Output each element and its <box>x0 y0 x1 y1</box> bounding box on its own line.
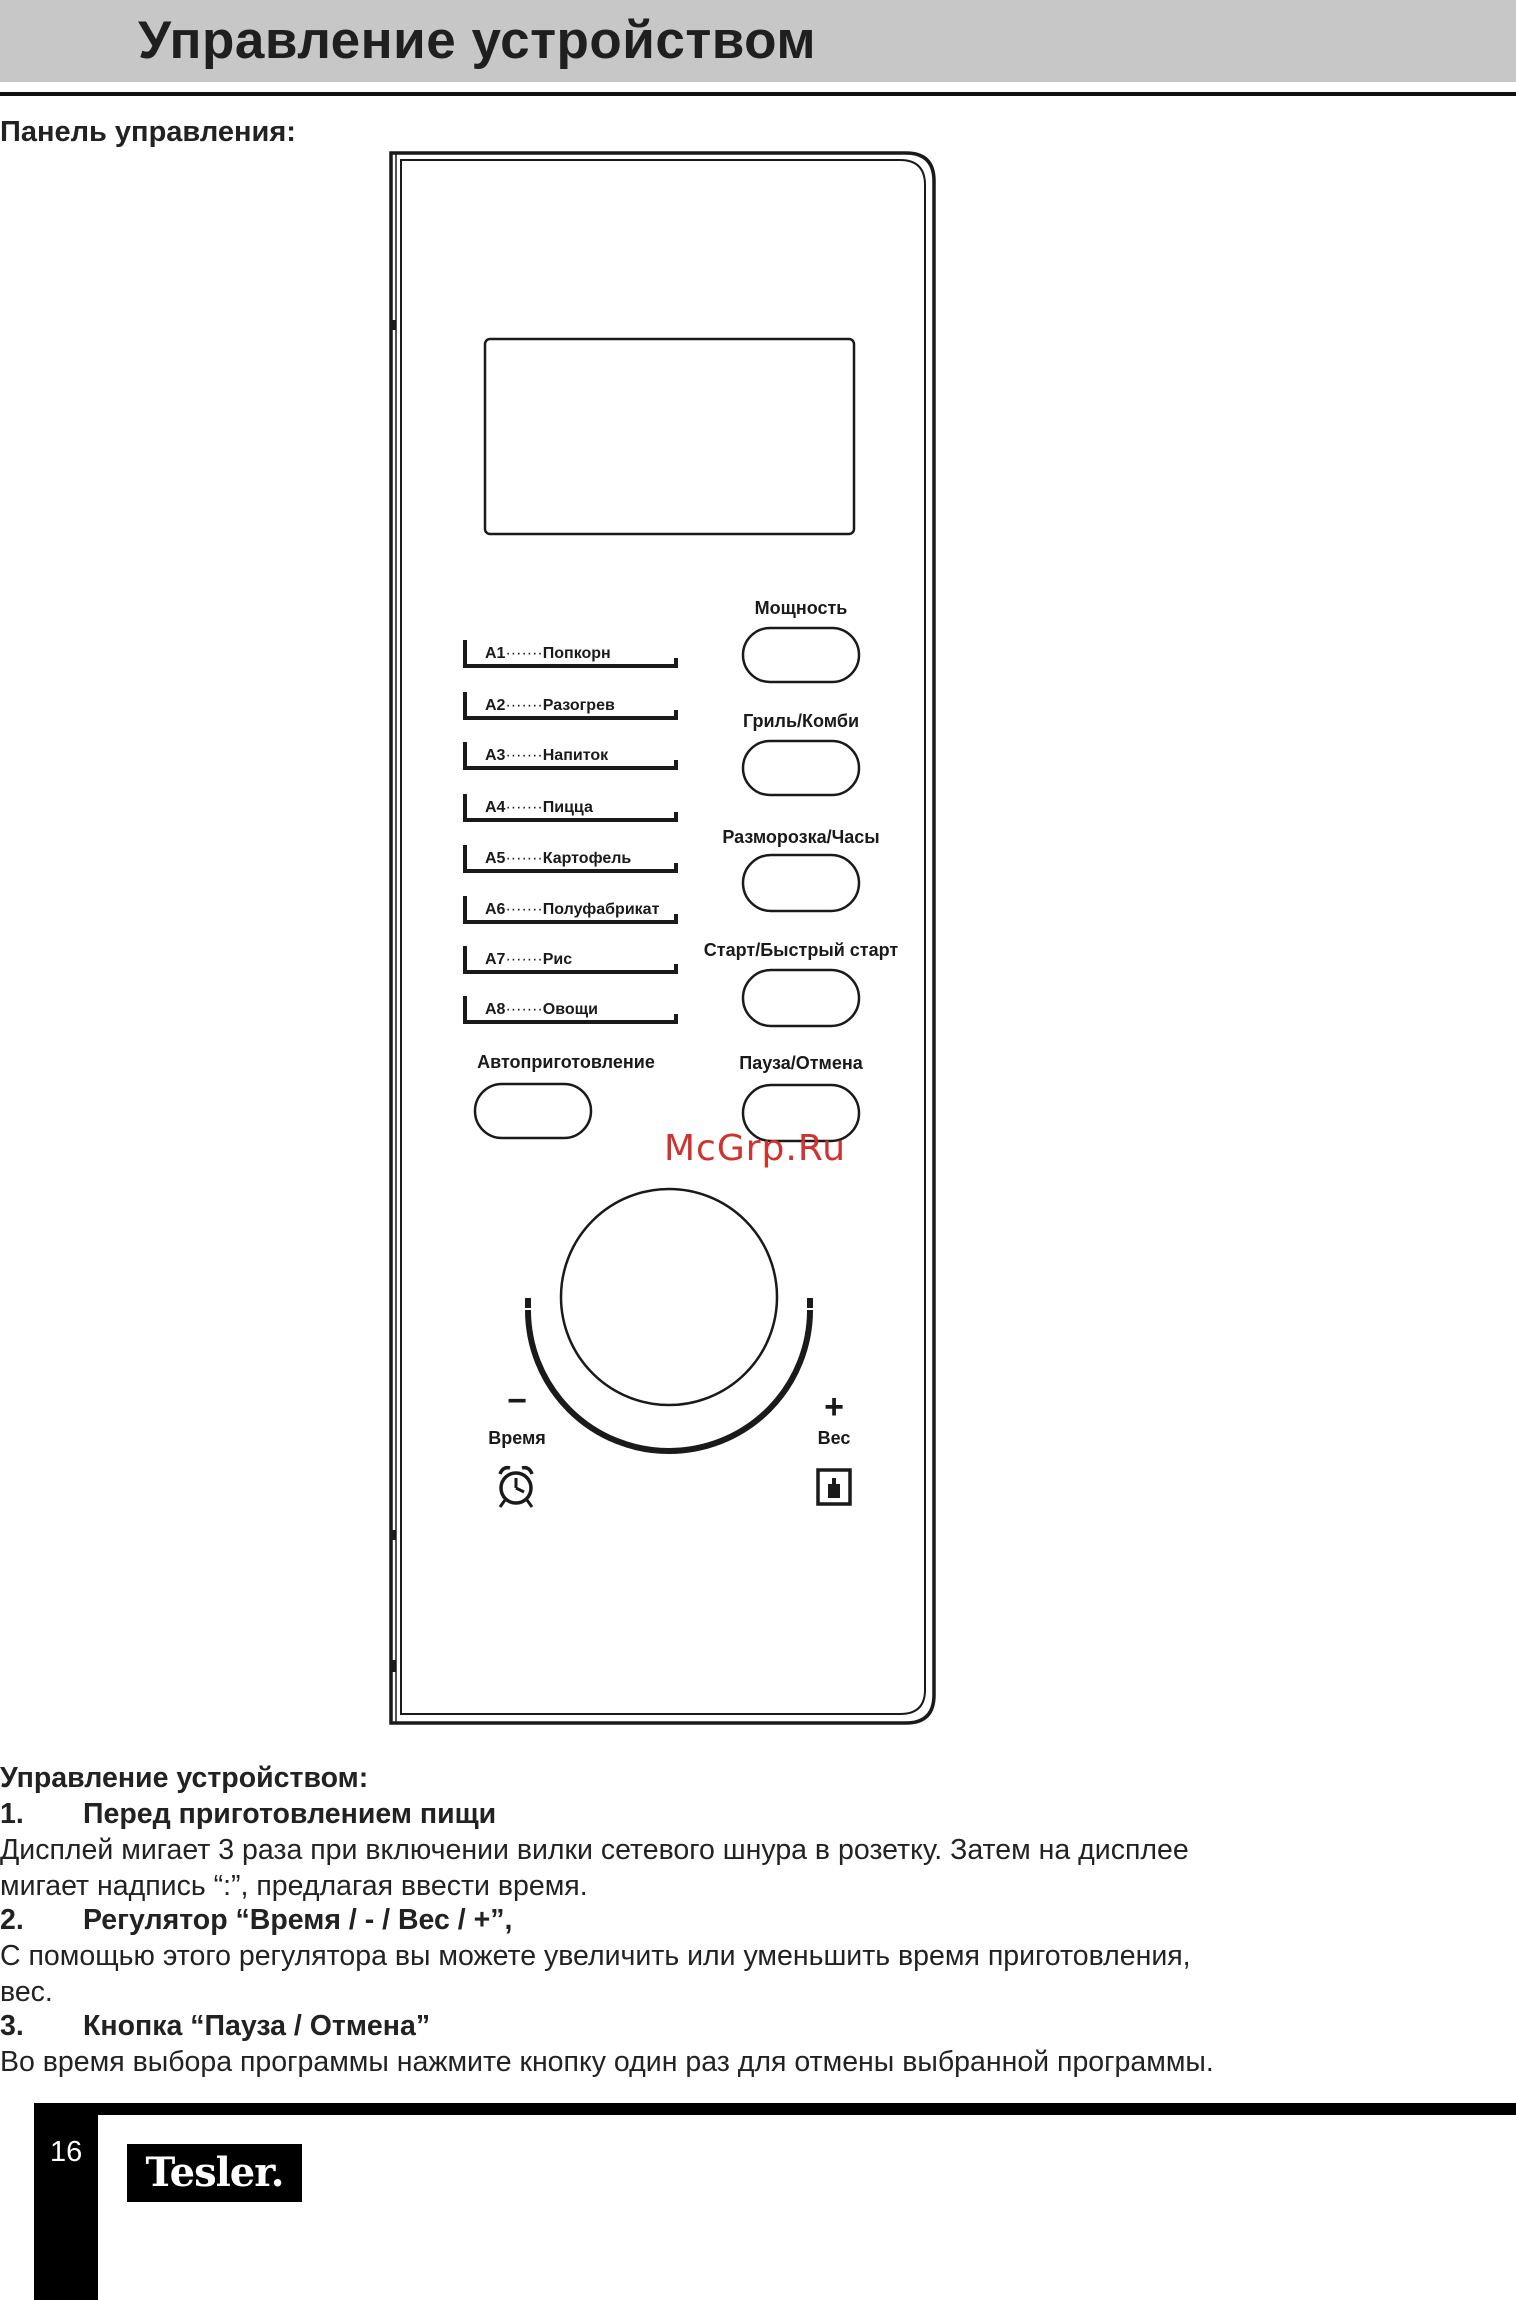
dial-weight-label: Вес <box>817 1428 851 1448</box>
grill-label: Гриль/Комби <box>742 711 860 731</box>
alarm-clock-icon <box>500 1468 532 1507</box>
program-a7 <box>465 946 676 972</box>
rotary-dial[interactable] <box>561 1189 777 1405</box>
program-label: A1·······Попкорн <box>485 645 611 662</box>
defrost-button[interactable] <box>743 855 859 911</box>
item-number: 3. <box>0 2010 24 2042</box>
dial-arc <box>528 1310 810 1451</box>
item-2-line-1: С помощью этого регулятора вы можете увеличить или уменьшить время приготовления, <box>0 1940 1191 1972</box>
item-number: 1. <box>0 1798 24 1830</box>
item-2-line-2: вес. <box>0 1976 53 2008</box>
page-number: 16 <box>50 2136 83 2168</box>
program-label: A2·······Разогрев <box>485 697 615 714</box>
item-number: 2. <box>0 1904 24 1936</box>
footer-rule <box>34 2103 1516 2115</box>
panel-section-label: Панель управления: <box>0 116 296 148</box>
instructions-heading: Управление устройством: <box>0 1762 369 1794</box>
brand-logo <box>127 2144 302 2202</box>
start-button[interactable] <box>743 970 859 1026</box>
item-3-line-1: Во время выбора программы нажмите кнопку один раз для отмены выбранной программы. <box>0 2046 1214 2078</box>
program-label: A5·······Картофель <box>485 850 632 867</box>
panel-outer-frame <box>391 153 934 1723</box>
program-a3 <box>465 742 676 768</box>
program-a4 <box>465 794 676 820</box>
auto-cook-button[interactable] <box>475 1084 591 1138</box>
dial-time-label: Время <box>488 1428 546 1448</box>
display-window <box>485 339 854 534</box>
item-1-line-1: Дисплей мигает 3 раза при включении вилки сетевого шнура в розетку. Затем на дисплее <box>0 1834 1189 1866</box>
start-label: Старт/Быстрый старт <box>703 940 899 960</box>
item-2-title <box>0 1903 1335 1938</box>
power-label: Мощность <box>754 598 848 618</box>
program-a2 <box>465 692 676 718</box>
program-label: A4·······Пицца <box>485 799 593 816</box>
pause-label: Пауза/Отмена <box>739 1053 863 1073</box>
defrost-label: Разморозка/Часы <box>722 827 880 847</box>
program-a6 <box>465 896 676 922</box>
power-button[interactable] <box>743 628 859 682</box>
program-label: A3·······Напиток <box>485 747 609 764</box>
program-a5 <box>465 845 676 871</box>
grill-button[interactable] <box>743 741 859 795</box>
program-list <box>465 640 676 1022</box>
item-title: Регулятор “Время / - / Вес / +”, <box>83 1904 513 1936</box>
item-3-title <box>0 2009 1335 2044</box>
dial-minus: − <box>507 1382 527 1420</box>
brand-logo-text: Tesler. <box>145 2149 284 2196</box>
program-label: A8·······Овощи <box>485 1001 598 1018</box>
auto-cook-label: Автоприготовление <box>477 1052 655 1072</box>
program-label: A7·······Рис <box>485 951 573 968</box>
program-a1 <box>465 640 676 666</box>
program-a8 <box>465 996 676 1022</box>
panel-inner-frame <box>401 160 925 1714</box>
page-title: Управление устройством <box>138 11 817 70</box>
item-1-line-2: мигает надпись “:”, предлагая ввести время. <box>0 1870 588 1902</box>
dial-plus: + <box>824 1388 844 1426</box>
scale-icon <box>818 1470 850 1504</box>
watermark: McGrp.Ru <box>664 1128 847 1169</box>
program-label: A6·······Полуфабрикат <box>485 901 660 918</box>
item-title: Перед приготовлением пищи <box>83 1798 497 1830</box>
item-1-title <box>0 1797 1335 1832</box>
item-title: Кнопка “Пауза / Отмена” <box>83 2010 431 2042</box>
